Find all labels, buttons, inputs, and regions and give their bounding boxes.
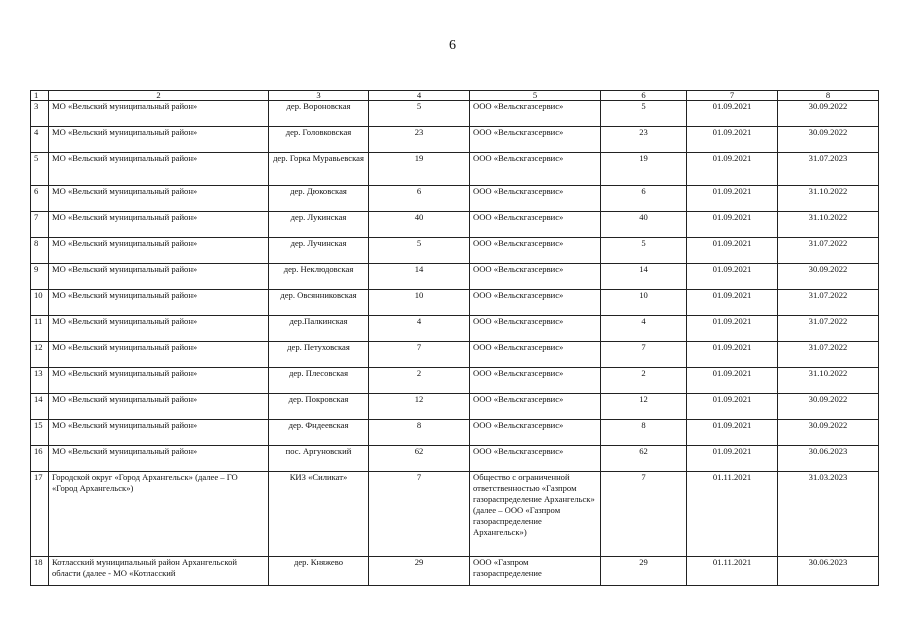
header-cell: 7 (687, 91, 778, 101)
start-date-cell: 01.09.2021 (687, 420, 778, 446)
end-date-cell: 30.06.2023 (778, 557, 879, 586)
table-row (31, 472, 879, 557)
row-number-cell: 6 (31, 186, 49, 212)
municipality-cell: МО «Вельский муниципальный район» (49, 368, 269, 394)
organization-cell: ООО «Вельскгазсервис» (470, 446, 601, 472)
quantity-cell: 40 (369, 212, 470, 238)
settlement-cell: пос. Аргуновский (269, 446, 369, 472)
row-number-cell: 8 (31, 238, 49, 264)
quantity-cell: 5 (601, 101, 687, 127)
municipality-cell: МО «Вельский муниципальный район» (49, 212, 269, 238)
quantity-cell: 12 (369, 394, 470, 420)
table-row (31, 186, 879, 212)
quantity-cell: 4 (369, 316, 470, 342)
start-date-cell: 01.09.2021 (687, 238, 778, 264)
settlement-cell: дер. Головковская (269, 127, 369, 153)
settlement-cell: дер. Петуховская (269, 342, 369, 368)
page-number: 6 (449, 38, 456, 53)
start-date-cell: 01.09.2021 (687, 153, 778, 186)
row-number-cell: 11 (31, 316, 49, 342)
row-number-cell: 5 (31, 153, 49, 186)
table-row (31, 101, 879, 127)
header-cell: 8 (778, 91, 879, 101)
quantity-cell: 7 (369, 342, 470, 368)
organization-cell: ООО «Вельскгазсервис» (470, 264, 601, 290)
quantity-cell: 10 (601, 290, 687, 316)
table-row (31, 420, 879, 446)
start-date-cell: 01.09.2021 (687, 264, 778, 290)
municipality-cell: МО «Вельский муниципальный район» (49, 394, 269, 420)
end-date-cell: 30.09.2022 (778, 264, 879, 290)
organization-cell: ООО «Вельскгазсервис» (470, 153, 601, 186)
start-date-cell: 01.09.2021 (687, 316, 778, 342)
start-date-cell: 01.09.2021 (687, 186, 778, 212)
organization-cell: Общество с ограниченной ответственностью «Газпром газораспределение Архангельск» (далее – ООО «Газпром газораспределение Архангельск») (470, 472, 601, 557)
municipality-cell: МО «Вельский муниципальный район» (49, 238, 269, 264)
organization-cell: ООО «Вельскгазсервис» (470, 238, 601, 264)
organization-cell: ООО «Вельскгазсервис» (470, 342, 601, 368)
municipality-cell: МО «Вельский муниципальный район» (49, 264, 269, 290)
organization-cell: ООО «Газпром газораспределение (470, 557, 601, 586)
row-number-cell: 4 (31, 127, 49, 153)
organization-cell: ООО «Вельскгазсервис» (470, 420, 601, 446)
row-number-cell: 16 (31, 446, 49, 472)
end-date-cell: 31.07.2022 (778, 342, 879, 368)
header-cell: 5 (470, 91, 601, 101)
quantity-cell: 62 (601, 446, 687, 472)
settlement-cell: дер. Княжево (269, 557, 369, 586)
end-date-cell: 31.07.2022 (778, 238, 879, 264)
row-number-cell: 12 (31, 342, 49, 368)
row-number-cell: 3 (31, 101, 49, 127)
municipality-cell: МО «Вельский муниципальный район» (49, 342, 269, 368)
organization-cell: ООО «Вельскгазсервис» (470, 212, 601, 238)
start-date-cell: 01.11.2021 (687, 472, 778, 557)
settlement-cell: дер. Дюковская (269, 186, 369, 212)
header-row (31, 91, 879, 101)
quantity-cell: 5 (369, 238, 470, 264)
start-date-cell: 01.09.2021 (687, 368, 778, 394)
start-date-cell: 01.09.2021 (687, 212, 778, 238)
municipality-cell: МО «Вельский муниципальный район» (49, 153, 269, 186)
settlement-cell: дер. Покровская (269, 394, 369, 420)
table-row (31, 264, 879, 290)
settlement-cell: дер.Палкинская (269, 316, 369, 342)
settlement-cell: дер. Фндеевская (269, 420, 369, 446)
end-date-cell: 31.03.2023 (778, 472, 879, 557)
table-row (31, 290, 879, 316)
start-date-cell: 01.11.2021 (687, 557, 778, 586)
table-row (31, 394, 879, 420)
quantity-cell: 19 (369, 153, 470, 186)
quantity-cell: 2 (369, 368, 470, 394)
table-row (31, 368, 879, 394)
table-row (31, 557, 879, 586)
quantity-cell: 23 (601, 127, 687, 153)
organization-cell: ООО «Вельскгазсервис» (470, 368, 601, 394)
quantity-cell: 7 (369, 472, 470, 557)
settlement-cell: дер. Овсянниковская (269, 290, 369, 316)
end-date-cell: 31.10.2022 (778, 368, 879, 394)
table-row (31, 212, 879, 238)
header-cell: 2 (49, 91, 269, 101)
start-date-cell: 01.09.2021 (687, 101, 778, 127)
settlement-cell: дер. Лукинская (269, 212, 369, 238)
row-number-cell: 18 (31, 557, 49, 586)
organization-cell: ООО «Вельскгазсервис» (470, 394, 601, 420)
end-date-cell: 31.07.2022 (778, 316, 879, 342)
table-row (31, 316, 879, 342)
header-cell: 6 (601, 91, 687, 101)
municipality-cell: МО «Вельский муниципальный район» (49, 290, 269, 316)
quantity-cell: 7 (601, 472, 687, 557)
start-date-cell: 01.09.2021 (687, 127, 778, 153)
quantity-cell: 5 (369, 101, 470, 127)
organization-cell: ООО «Вельскгазсервис» (470, 101, 601, 127)
settlement-cell: дер. Неклюдовская (269, 264, 369, 290)
end-date-cell: 31.10.2022 (778, 186, 879, 212)
end-date-cell: 30.09.2022 (778, 101, 879, 127)
quantity-cell: 5 (601, 238, 687, 264)
quantity-cell: 62 (369, 446, 470, 472)
end-date-cell: 30.09.2022 (778, 420, 879, 446)
municipality-cell: Городской округ «Город Архангельск» (далее – ГО «Город Архангельск») (49, 472, 269, 557)
row-number-cell: 13 (31, 368, 49, 394)
end-date-cell: 31.07.2022 (778, 290, 879, 316)
settlement-cell: дер. Вороновская (269, 101, 369, 127)
quantity-cell: 29 (369, 557, 470, 586)
organization-cell: ООО «Вельскгазсервис» (470, 186, 601, 212)
header-cell: 1 (31, 91, 49, 101)
quantity-cell: 4 (601, 316, 687, 342)
quantity-cell: 6 (369, 186, 470, 212)
table-row (31, 238, 879, 264)
settlement-cell: дер. Горка Муравьевская (269, 153, 369, 186)
end-date-cell: 30.09.2022 (778, 394, 879, 420)
quantity-cell: 6 (601, 186, 687, 212)
settlement-cell: КИЗ «Силикат» (269, 472, 369, 557)
table-row (31, 127, 879, 153)
table-row (31, 446, 879, 472)
settlement-cell: дер. Плесовская (269, 368, 369, 394)
end-date-cell: 30.06.2023 (778, 446, 879, 472)
start-date-cell: 01.09.2021 (687, 342, 778, 368)
municipality-cell: МО «Вельский муниципальный район» (49, 446, 269, 472)
municipality-cell: МО «Вельский муниципальный район» (49, 420, 269, 446)
row-number-cell: 15 (31, 420, 49, 446)
quantity-cell: 23 (369, 127, 470, 153)
row-number-cell: 14 (31, 394, 49, 420)
organization-cell: ООО «Вельскгазсервис» (470, 290, 601, 316)
start-date-cell: 01.09.2021 (687, 446, 778, 472)
quantity-cell: 14 (601, 264, 687, 290)
organization-cell: ООО «Вельскгазсервис» (470, 127, 601, 153)
quantity-cell: 14 (369, 264, 470, 290)
quantity-cell: 8 (369, 420, 470, 446)
header-cell: 4 (369, 91, 470, 101)
data-table (30, 90, 879, 586)
municipality-cell: Котласский муниципальный район Архангельской области (далее - МО «Котласский (49, 557, 269, 586)
start-date-cell: 01.09.2021 (687, 290, 778, 316)
quantity-cell: 2 (601, 368, 687, 394)
start-date-cell: 01.09.2021 (687, 394, 778, 420)
table-row (31, 153, 879, 186)
quantity-cell: 19 (601, 153, 687, 186)
quantity-cell: 29 (601, 557, 687, 586)
end-date-cell: 31.07.2023 (778, 153, 879, 186)
row-number-cell: 7 (31, 212, 49, 238)
row-number-cell: 9 (31, 264, 49, 290)
settlement-cell: дер. Лучинская (269, 238, 369, 264)
end-date-cell: 30.09.2022 (778, 127, 879, 153)
quantity-cell: 8 (601, 420, 687, 446)
municipality-cell: МО «Вельский муниципальный район» (49, 101, 269, 127)
quantity-cell: 12 (601, 394, 687, 420)
table-row (31, 342, 879, 368)
organization-cell: ООО «Вельскгазсервис» (470, 316, 601, 342)
municipality-cell: МО «Вельский муниципальный район» (49, 316, 269, 342)
municipality-cell: МО «Вельский муниципальный район» (49, 127, 269, 153)
header-cell: 3 (269, 91, 369, 101)
end-date-cell: 31.10.2022 (778, 212, 879, 238)
municipality-cell: МО «Вельский муниципальный район» (49, 186, 269, 212)
quantity-cell: 10 (369, 290, 470, 316)
row-number-cell: 10 (31, 290, 49, 316)
row-number-cell: 17 (31, 472, 49, 557)
quantity-cell: 7 (601, 342, 687, 368)
quantity-cell: 40 (601, 212, 687, 238)
